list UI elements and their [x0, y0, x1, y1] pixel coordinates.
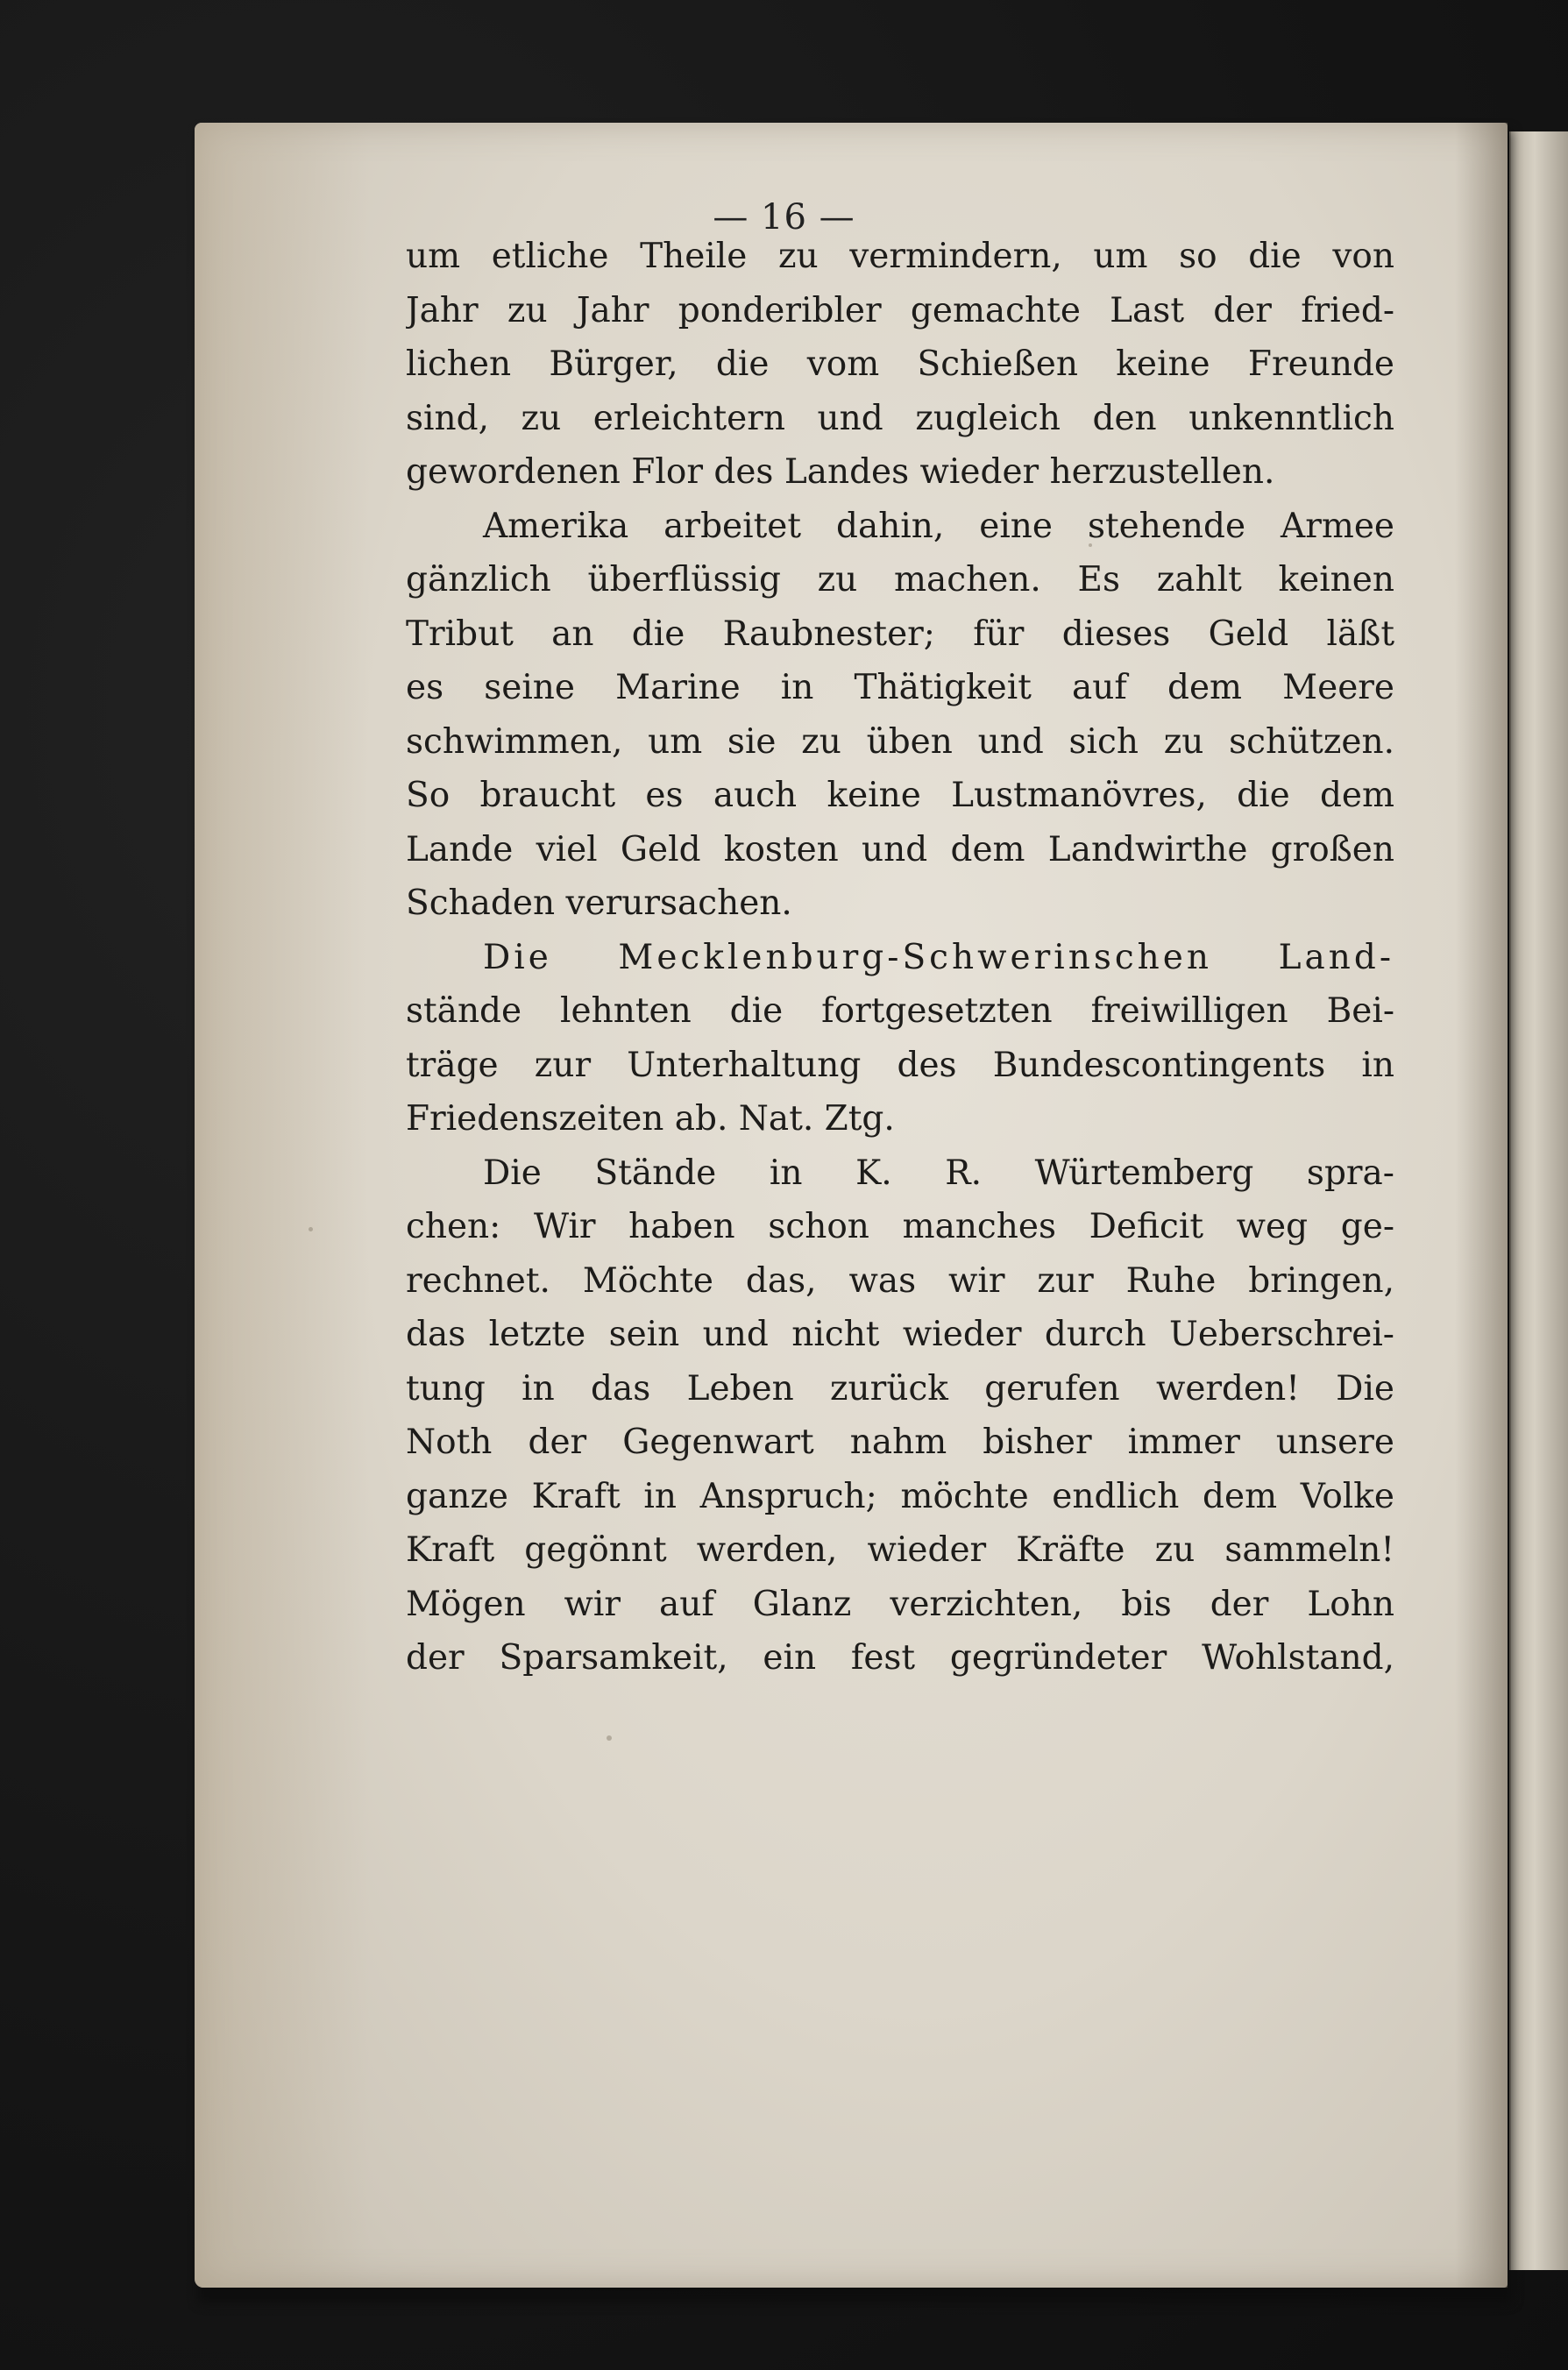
text-line: gänzlich überflüssig zu machen. Es zahlt keinen [406, 560, 1394, 600]
text-line: der Sparsamkeit, ein fest gegründeter Wohlstand, [406, 1638, 1394, 1678]
text-line: chen: Wir haben schon manches Deficit weg ge- [406, 1207, 1394, 1246]
text-line: es seine Marine in Thätigkeit auf dem Meere [406, 668, 1394, 707]
paragraph-start-line: Amerika arbeitet dahin, eine stehende Armee [483, 506, 1394, 546]
text-line: Mögen wir auf Glanz verzichten, bis der Lohn [406, 1584, 1394, 1624]
paper-speck [607, 1735, 612, 1741]
body-text [406, 230, 1394, 1685]
text-line: So braucht es auch keine Lustmanövres, die dem [406, 776, 1394, 815]
text-line: Lande viel Geld kosten und dem Landwirthe großen [406, 829, 1394, 869]
paper-speck [309, 1227, 313, 1231]
facing-page-edge [1509, 131, 1568, 2270]
text-line: Noth der Gegenwart nahm bisher immer unsere [406, 1423, 1394, 1462]
paragraph-start-line: Die Mecklenburg-Schwerinschen Land- [483, 937, 1394, 977]
text-line: stände lehnten die fortgesetzten freiwilligen Bei- [406, 991, 1394, 1031]
paragraph-start-line: Die Stände in K. R. Würtemberg spra- [483, 1153, 1394, 1193]
text-line: das letzte sein und nicht wieder durch Ueberschrei- [406, 1315, 1394, 1354]
text-line: schwimmen, um sie zu üben und sich zu schützen. [406, 721, 1394, 762]
page-gutter-shadow [1455, 123, 1508, 2288]
text-line: lichen Bürger, die vom Schießen keine Freunde [406, 344, 1394, 384]
page-foxing-left [195, 123, 370, 2288]
text-line: sind, zu erleichtern und zugleich den unkenntlich [406, 398, 1394, 438]
text-line: ganze Kraft in Anspruch; möchte endlich dem Volke [406, 1476, 1394, 1516]
text-line: tung in das Leben zurück gerufen werden! Die [406, 1368, 1394, 1409]
text-line: Tribut an die Raubnester; für dieses Geld läßt [406, 614, 1394, 654]
text-line: träge zur Unterhaltung des Bundescontingents in [406, 1045, 1394, 1085]
text-line: Kraft gegönnt werden, wieder Kräfte zu sammeln! [406, 1530, 1394, 1570]
text-line: Jahr zu Jahr ponderibler gemachte Last der fried- [406, 290, 1394, 330]
text-line: um etliche Theile zu vermindern, um so die von [406, 237, 1394, 276]
text-line: rechnet. Möchte das, was wir zur Ruhe bringen, [406, 1260, 1394, 1301]
text-line: Friedenszeiten ab. Nat. Ztg. [406, 1099, 895, 1139]
text-line: gewordenen Flor des Landes wieder herzustellen. [406, 452, 1275, 492]
text-line: Schaden verursachen. [406, 883, 792, 923]
page-number-header: — 16 — [713, 197, 855, 238]
